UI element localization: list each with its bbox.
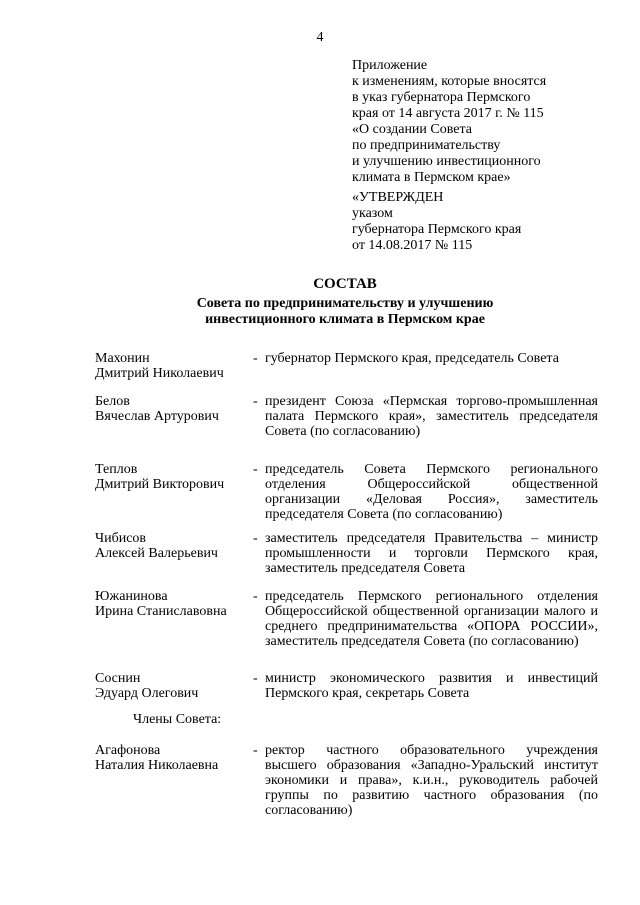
member-dash: - [253,671,258,686]
member-role: председатель Пермского регионального отделения Общероссийской общественной организации малого и среднего предпринимательства «ОПОРА РОССИИ», заместитель председателя Совета (по согласованию) [265,589,598,649]
member-surname: Теплов [95,462,138,477]
page-number: 4 [316,30,324,45]
member-surname: Южанинова [95,589,168,604]
member-name [95,671,255,701]
subtitle-line: инвестиционного климата в Пермском крае [205,312,485,327]
member-given-name: Наталия Николаевна [95,758,219,773]
member-dash: - [253,589,258,604]
approval-line: указом [352,206,393,221]
appendix-line: и улучшению инвестиционного [352,154,541,169]
appendix-line: по предпринимательству [352,138,501,153]
appendix-line: Приложение [352,58,428,73]
appendix-block [352,58,622,186]
member-role: ректор частного образовательного учреждения высшего образования «Западно-Уральский институт экономики и права», к.и.н., руководитель рабочей группы по развитию частного образования (по согласованию) [265,743,598,818]
appendix-line: края от 14 августа 2017 г. № 115 [352,106,544,121]
approval-line: от 14.08.2017 № 115 [352,238,473,253]
member-given-name: Дмитрий Николаевич [95,366,224,381]
member-given-name: Эдуард Олегович [95,686,199,701]
appendix-line: «О создании Совета [352,122,472,137]
document-subtitle [0,296,640,328]
member-surname: Чибисов [95,531,147,546]
member-name [95,462,255,492]
member-role: президент Союза «Пермская торгово-промышленная палата Пермского края», заместитель председателя Совета (по согласованию) [265,394,598,439]
member-given-name: Ирина Станиславовна [95,604,227,619]
member-dash: - [253,462,258,477]
member-role: председатель Совета Пермского регионального отделения Общероссийской общественной организации «Деловая Россия», заместитель председателя Совета (по согласованию) [265,462,598,522]
member-dash: - [253,351,258,366]
member-surname: Соснин [95,671,141,686]
member-name [95,531,255,561]
approval-block [352,190,622,254]
approval-line: губернатора Пермского края [352,222,522,237]
member-given-name: Алексей Валерьевич [95,546,218,561]
member-surname: Белов [95,394,130,409]
member-dash: - [253,394,258,409]
member-name [95,589,255,619]
member-role: министр экономического развития и инвестиций Пермского края, секретарь Совета [265,671,598,701]
member-name [95,351,255,381]
member-surname: Агафонова [95,743,161,758]
document-title: СОСТАВ [313,276,377,292]
member-name [95,394,255,424]
member-name [95,743,255,773]
appendix-line: к изменениям, которые вносятся [352,74,547,89]
member-given-name: Дмитрий Викторович [95,477,225,492]
member-role: губернатор Пермского края, председатель Совета [265,351,559,366]
subtitle-line: Совета по предпринимательству и улучшению [196,296,494,311]
member-role: заместитель председателя Правительства – министр промышленности и торговли Пермского края, заместитель председателя Совета [265,531,598,576]
member-dash: - [253,743,258,758]
approval-line: «УТВЕРЖДЕН [352,190,444,205]
member-dash: - [253,531,258,546]
members-heading: Члены Совета: [133,712,222,727]
member-surname: Махонин [95,351,150,366]
member-given-name: Вячеслав Артурович [95,409,219,424]
appendix-line: климата в Пермском крае» [352,170,511,185]
appendix-line: в указ губернатора Пермского [352,90,531,105]
